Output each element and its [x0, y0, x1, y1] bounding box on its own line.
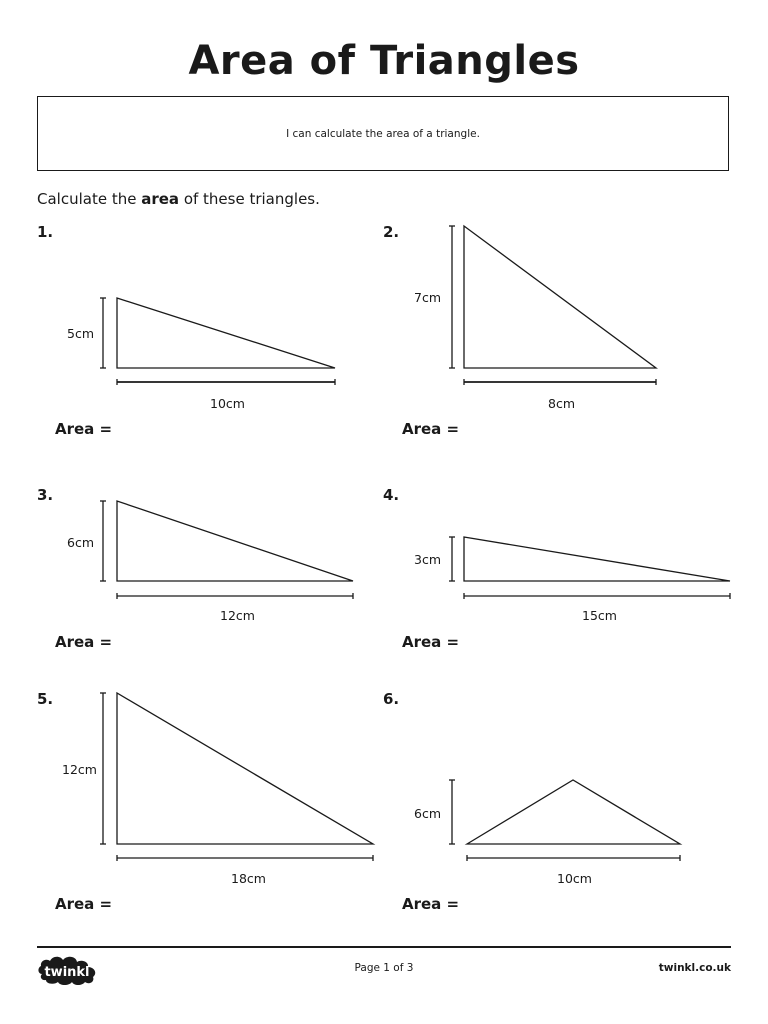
question-number-3: 3. [37, 486, 54, 504]
question-number-4: 4. [383, 486, 400, 504]
triangle-1-height-label: 5cm [67, 326, 95, 341]
triangle-3-base-label: 12cm [220, 608, 255, 623]
triangle-5 [100, 693, 373, 861]
instruction-bold: area [141, 190, 180, 208]
page-number: Page 1 of 3 [354, 962, 414, 974]
question-number-2: 2. [383, 223, 400, 241]
area-answer-1: Area = [55, 420, 113, 438]
instruction-pre: Calculate the [37, 190, 142, 208]
triangle-3-shape [117, 501, 353, 581]
question-number-1: 1. [37, 223, 54, 241]
triangle-5-shape [117, 693, 373, 844]
triangle-6-height-label: 6cm [414, 806, 442, 821]
question-number-5: 5. [37, 690, 54, 708]
triangle-2-shape [464, 226, 656, 368]
triangle-6-base-label: 10cm [557, 871, 592, 886]
learning-objective: I can calculate the area of a triangle. [286, 127, 480, 140]
triangle-5-base-label: 18cm [231, 871, 266, 886]
website-link[interactable]: twinkl.co.uk [658, 962, 731, 974]
triangle-6 [449, 780, 680, 861]
triangle-3 [100, 501, 353, 599]
question-number-6: 6. [383, 690, 400, 708]
area-answer-2: Area = [402, 420, 460, 438]
triangle-2-height-label: 7cm [414, 290, 442, 305]
logo-text: twinkl [44, 965, 90, 980]
area-answer-3: Area = [55, 633, 113, 651]
triangle-1-shape [117, 298, 335, 368]
triangle-1 [100, 298, 335, 385]
triangle-4-height-label: 3cm [414, 552, 442, 567]
instruction-post: of these triangles. [179, 190, 320, 208]
triangle-6-shape [467, 780, 680, 844]
area-answer-6: Area = [402, 895, 460, 913]
footer-divider [37, 946, 731, 948]
triangle-4-base-label: 15cm [582, 608, 617, 623]
triangle-1-base-label: 10cm [210, 396, 245, 411]
triangle-4 [449, 537, 730, 599]
triangle-3-height-label: 6cm [67, 535, 95, 550]
page-title: Area of Triangles [188, 38, 580, 84]
triangle-2 [449, 226, 656, 385]
triangle-2-base-label: 8cm [548, 396, 576, 411]
area-answer-4: Area = [402, 633, 460, 651]
area-answer-5: Area = [55, 895, 113, 913]
triangle-5-height-label: 12cm [62, 762, 97, 777]
triangle-4-shape [464, 537, 730, 581]
